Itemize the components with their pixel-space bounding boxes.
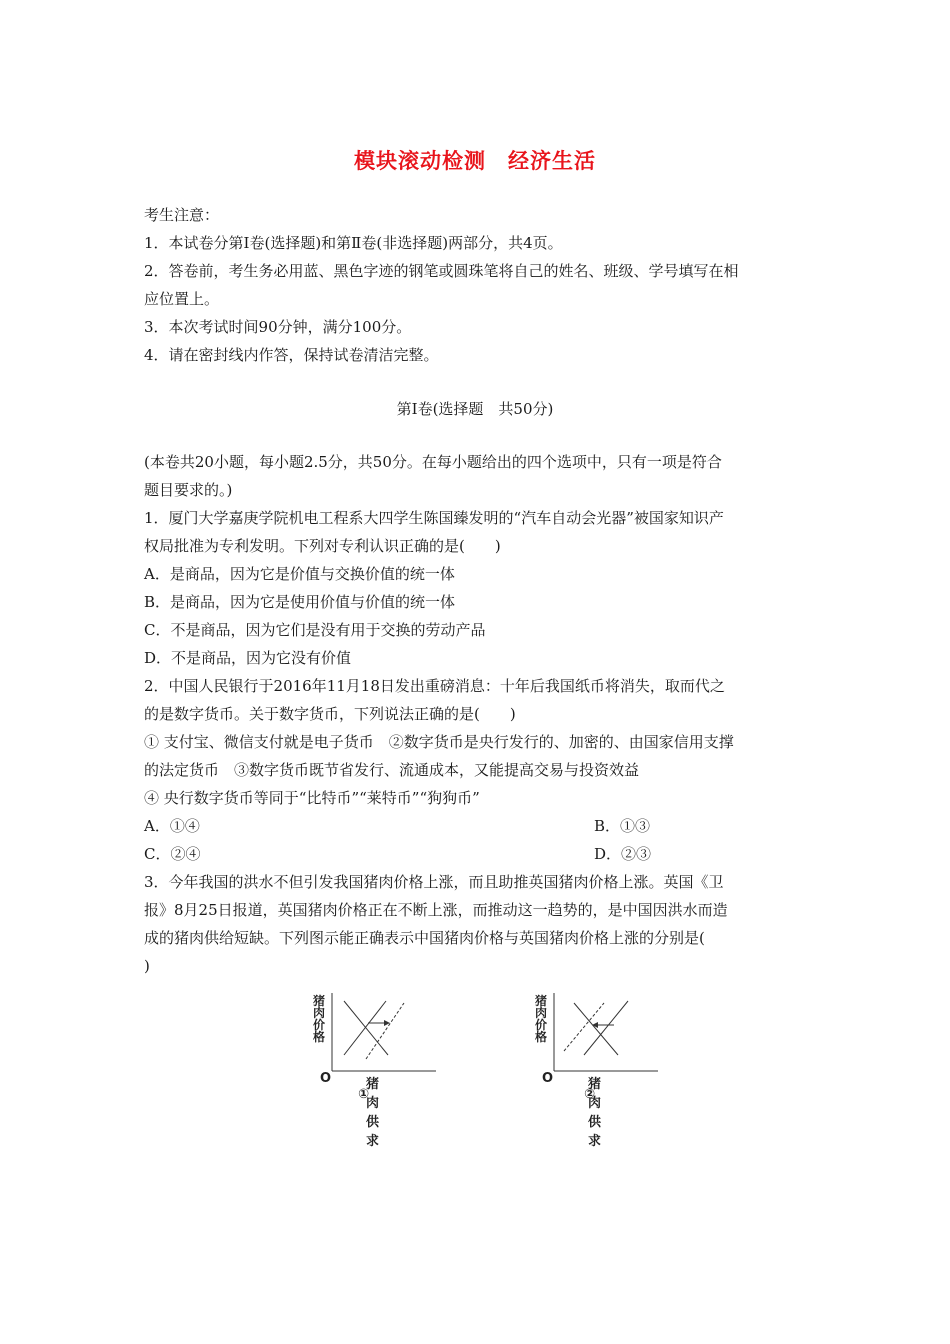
chart-area [546,993,676,1075]
instructions-line: 题目要求的。) [144,481,233,499]
question-statement: ④ 央行数字货币等同于“比特币”“莱特币”“狗狗币” [144,789,480,807]
notice-item: 4．请在密封线内作答，保持试卷清洁完整。 [144,346,439,364]
options-row [144,816,808,836]
y-axis-label-char: 价 [312,1018,325,1032]
notice-item: 2．答卷前，考生务必用蓝、黑色字迹的钢笔或圆珠笔将自己的姓名、班级、学号填写在相 [144,262,739,280]
y-axis-label-char: 格 [534,1030,547,1044]
page-title: 模块滚动检测 经济生活 [354,149,596,173]
question-stem: 2．中国人民银行于2016年11月18日发出重磅消息：十年后我国纸币将消失，取而代之 [144,677,725,695]
x-axis-label: 猪肉供求 [366,1077,380,1149]
demand-curve [574,1003,618,1055]
y-axis-label-char: 格 [312,1030,325,1044]
notice-item: 应位置上。 [144,290,220,308]
question-stem: 成的猪肉供给短缺。下列图示能正确表示中国猪肉价格与英国猪肉价格上涨的分别是( [144,929,705,947]
notice-item: 1．本试卷分第Ⅰ卷(选择题)和第Ⅱ卷(非选择题)两部分，共4页。 [144,234,563,252]
question-statement: 的法定货币 ③数字货币既节省发行、流通成本，又能提高交易与投资效益 [144,761,640,779]
x-axis-label: 猪肉供求 [588,1077,602,1149]
question-stem: 报》8月25日报道，英国猪肉价格正在不断上涨，而推动这一趋势的，是中国因洪水而造 [144,901,728,919]
origin-label: O [320,1071,332,1086]
instructions-line: (本卷共20小题，每小题2.5分，共50分。在每小题给出的四个选项中，只有一项是符合 [144,453,722,471]
options-row [144,844,808,864]
question-statement: ① 支付宝、微信支付就是电子货币 ②数字货币是央行发行的、加密的、由国家信用支撑 [144,733,734,751]
option-b: B．是商品，因为它是使用价值与价值的统一体 [144,593,456,611]
y-axis-label-char: 价 [534,1018,547,1032]
chart-area [324,993,454,1075]
option-a: A．①④ [144,817,200,835]
y-axis-label-char: 猪 [534,994,547,1008]
option-a: A．是商品，因为它是价值与交换价值的统一体 [144,565,455,583]
question-stem: 1．厦门大学嘉庚学院机电工程系大四学生陈国臻发明的“汽车自动会光器”被国家知识产 [144,509,724,527]
option-b: B．①③ [594,817,651,835]
y-axis-label-char: 肉 [534,1006,547,1020]
option-d: D．②③ [594,845,652,863]
y-axis-label-char: 肉 [312,1006,325,1020]
option-d: D．不是商品，因为它没有价值 [144,649,352,667]
question-stem: 的是数字货币。关于数字货币，下列说法正确的是( ) [144,705,516,723]
option-c: C．②④ [144,845,201,863]
question-stem: ) [144,957,150,975]
section-title: 第Ⅰ卷(选择题 共50分) [396,400,554,418]
supply-curve [584,1001,628,1055]
figure-caption: ① [358,1087,370,1102]
question-stem: 3．今年我国的洪水不但引发我国猪肉价格上涨，而且助推英国猪肉价格上涨。英国《卫 [144,873,724,891]
option-c: C．不是商品，因为它们是没有用于交换的劳动产品 [144,621,486,639]
y-axis-label-char: 猪 [312,994,325,1008]
notice-heading: 考生注意： [144,206,220,224]
origin-label: O [542,1071,554,1086]
notice-item: 3．本次考试时间90分钟，满分100分。 [144,318,412,336]
figure-caption: ② [584,1087,596,1102]
question-stem: 权局批准为专利发明。下列对专利认识正确的是( ) [144,537,501,555]
